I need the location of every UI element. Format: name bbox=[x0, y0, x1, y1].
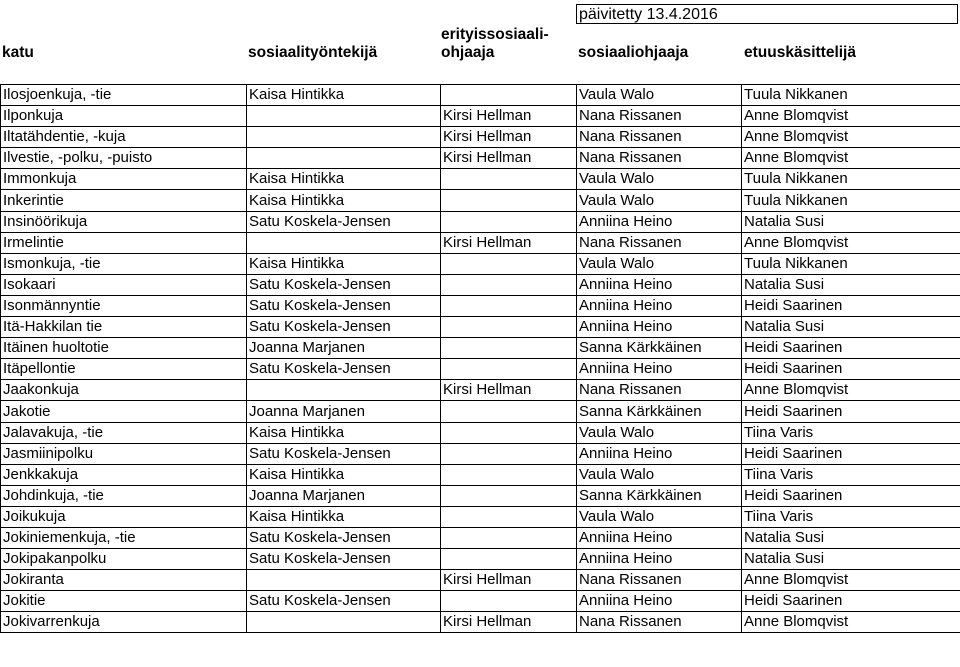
street-cell[interactable]: Jokiranta bbox=[1, 570, 247, 591]
social-worker-cell[interactable] bbox=[247, 106, 441, 127]
benefits-cell[interactable]: Anne Blomqvist bbox=[742, 612, 960, 633]
street-cell[interactable]: Iltatähdentie, -kuja bbox=[1, 127, 247, 148]
social-worker-cell[interactable]: Satu Koskela-Jensen bbox=[247, 359, 441, 380]
social-worker-cell[interactable]: Satu Koskela-Jensen bbox=[247, 549, 441, 570]
benefits-cell[interactable]: Tiina Varis bbox=[742, 506, 960, 527]
special-counselor-cell[interactable] bbox=[441, 190, 577, 211]
special-counselor-cell[interactable] bbox=[441, 422, 577, 443]
street-cell[interactable]: Itäpellontie bbox=[1, 359, 247, 380]
special-counselor-cell[interactable] bbox=[441, 317, 577, 338]
special-counselor-cell[interactable] bbox=[441, 527, 577, 548]
street-cell[interactable]: Jaakonkuja bbox=[1, 380, 247, 401]
special-counselor-cell[interactable] bbox=[441, 211, 577, 232]
social-worker-cell[interactable] bbox=[247, 148, 441, 169]
benefits-cell[interactable]: Anne Blomqvist bbox=[742, 570, 960, 591]
header-social-worker: sosiaalityöntekijä bbox=[248, 44, 378, 61]
benefits-cell[interactable]: Natalia Susi bbox=[742, 211, 960, 232]
special-counselor-cell[interactable]: Kirsi Hellman bbox=[441, 127, 577, 148]
table-row bbox=[1, 106, 960, 127]
benefits-cell[interactable]: Anne Blomqvist bbox=[742, 127, 960, 148]
social-counselor-cell[interactable]: Nana Rissanen bbox=[577, 232, 742, 253]
table-row bbox=[1, 253, 960, 274]
social-counselor-cell[interactable]: Nana Rissanen bbox=[577, 570, 742, 591]
special-counselor-cell[interactable]: Kirsi Hellman bbox=[441, 570, 577, 591]
benefits-cell[interactable]: Heidi Saarinen bbox=[742, 485, 960, 506]
street-cell[interactable]: Irmelintie bbox=[1, 232, 247, 253]
social-worker-cell[interactable]: Satu Koskela-Jensen bbox=[247, 443, 441, 464]
special-counselor-cell[interactable] bbox=[441, 485, 577, 506]
social-worker-cell[interactable]: Kaisa Hintikka bbox=[247, 169, 441, 190]
social-worker-cell[interactable]: Kaisa Hintikka bbox=[247, 253, 441, 274]
street-cell[interactable]: Jokiniemenkuja, -tie bbox=[1, 527, 247, 548]
special-counselor-cell[interactable] bbox=[441, 591, 577, 612]
social-worker-cell[interactable]: Kaisa Hintikka bbox=[247, 464, 441, 485]
social-counselor-cell[interactable]: Anniina Heino bbox=[577, 274, 742, 295]
street-cell[interactable]: Johdinkuja, -tie bbox=[1, 485, 247, 506]
benefits-cell[interactable]: Natalia Susi bbox=[742, 274, 960, 295]
social-worker-cell[interactable] bbox=[247, 380, 441, 401]
special-counselor-cell[interactable] bbox=[441, 85, 577, 106]
street-cell[interactable]: Joikukuja bbox=[1, 506, 247, 527]
social-worker-cell[interactable]: Satu Koskela-Jensen bbox=[247, 211, 441, 232]
social-worker-cell[interactable]: Satu Koskela-Jensen bbox=[247, 317, 441, 338]
social-worker-cell[interactable]: Satu Koskela-Jensen bbox=[247, 591, 441, 612]
street-cell[interactable]: Isonmännyntie bbox=[1, 295, 247, 316]
table-row bbox=[1, 485, 960, 506]
social-worker-cell[interactable]: Kaisa Hintikka bbox=[247, 190, 441, 211]
social-counselor-cell[interactable]: Vaula Walo bbox=[577, 422, 742, 443]
social-counselor-cell[interactable]: Anniina Heino bbox=[577, 211, 742, 232]
social-counselor-cell[interactable]: Anniina Heino bbox=[577, 549, 742, 570]
table-row bbox=[1, 443, 960, 464]
social-worker-cell[interactable]: Joanna Marjanen bbox=[247, 338, 441, 359]
social-worker-cell[interactable] bbox=[247, 570, 441, 591]
benefits-cell[interactable]: Tuula Nikkanen bbox=[742, 253, 960, 274]
header-benefits: etuuskäsittelijä bbox=[744, 44, 856, 61]
special-counselor-cell[interactable] bbox=[441, 464, 577, 485]
social-counselor-cell[interactable]: Nana Rissanen bbox=[577, 380, 742, 401]
benefits-cell[interactable]: Heidi Saarinen bbox=[742, 591, 960, 612]
social-counselor-cell[interactable]: Vaula Walo bbox=[577, 190, 742, 211]
social-worker-cell[interactable]: Kaisa Hintikka bbox=[247, 506, 441, 527]
social-counselor-cell[interactable]: Anniina Heino bbox=[577, 317, 742, 338]
social-counselor-cell[interactable]: Nana Rissanen bbox=[577, 148, 742, 169]
street-cell[interactable]: Jokivarrenkuja bbox=[1, 612, 247, 633]
special-counselor-cell[interactable]: Kirsi Hellman bbox=[441, 380, 577, 401]
table-row bbox=[1, 422, 960, 443]
special-counselor-cell[interactable]: Kirsi Hellman bbox=[441, 232, 577, 253]
social-counselor-cell[interactable]: Sanna Kärkkäinen bbox=[577, 485, 742, 506]
street-cell[interactable]: Jakotie bbox=[1, 401, 247, 422]
assignment-table bbox=[0, 84, 960, 633]
social-counselor-cell[interactable]: Vaula Walo bbox=[577, 464, 742, 485]
table-row bbox=[1, 612, 960, 633]
street-cell[interactable]: Inkerintie bbox=[1, 190, 247, 211]
special-counselor-cell[interactable] bbox=[441, 359, 577, 380]
social-counselor-cell[interactable]: Anniina Heino bbox=[577, 591, 742, 612]
special-counselor-cell[interactable]: Kirsi Hellman bbox=[441, 106, 577, 127]
special-counselor-cell[interactable] bbox=[441, 295, 577, 316]
table-row bbox=[1, 148, 960, 169]
benefits-cell[interactable]: Tuula Nikkanen bbox=[742, 190, 960, 211]
social-counselor-cell[interactable]: Anniina Heino bbox=[577, 295, 742, 316]
street-cell[interactable]: Ilponkuja bbox=[1, 106, 247, 127]
benefits-cell[interactable]: Natalia Susi bbox=[742, 317, 960, 338]
social-counselor-cell[interactable]: Vaula Walo bbox=[577, 506, 742, 527]
social-counselor-cell[interactable]: Nana Rissanen bbox=[577, 106, 742, 127]
social-worker-cell[interactable]: Joanna Marjanen bbox=[247, 485, 441, 506]
social-worker-cell[interactable] bbox=[247, 612, 441, 633]
street-cell[interactable]: Ilosjoenkuja, -tie bbox=[1, 85, 247, 106]
social-worker-cell[interactable]: Satu Koskela-Jensen bbox=[247, 527, 441, 548]
social-worker-cell[interactable]: Kaisa Hintikka bbox=[247, 422, 441, 443]
special-counselor-cell[interactable]: Kirsi Hellman bbox=[441, 612, 577, 633]
social-worker-cell[interactable] bbox=[247, 127, 441, 148]
updated-date-cell[interactable]: päivitetty 13.4.2016 bbox=[576, 4, 958, 24]
benefits-cell[interactable]: Heidi Saarinen bbox=[742, 443, 960, 464]
special-counselor-cell[interactable] bbox=[441, 338, 577, 359]
table-row bbox=[1, 338, 960, 359]
table-row bbox=[1, 380, 960, 401]
special-counselor-cell[interactable] bbox=[441, 274, 577, 295]
street-cell[interactable]: Jokitie bbox=[1, 591, 247, 612]
social-counselor-cell[interactable]: Anniina Heino bbox=[577, 443, 742, 464]
street-cell[interactable]: Jasmiinipolku bbox=[1, 443, 247, 464]
social-counselor-cell[interactable]: Nana Rissanen bbox=[577, 612, 742, 633]
table-row bbox=[1, 232, 960, 253]
benefits-cell[interactable]: Heidi Saarinen bbox=[742, 295, 960, 316]
social-counselor-cell[interactable]: Sanna Kärkkäinen bbox=[577, 401, 742, 422]
social-worker-cell[interactable]: Satu Koskela-Jensen bbox=[247, 295, 441, 316]
special-counselor-cell[interactable] bbox=[441, 549, 577, 570]
benefits-cell[interactable]: Natalia Susi bbox=[742, 549, 960, 570]
special-counselor-cell[interactable] bbox=[441, 401, 577, 422]
special-counselor-cell[interactable] bbox=[441, 169, 577, 190]
table-body bbox=[1, 85, 960, 633]
table-row bbox=[1, 127, 960, 148]
table-row bbox=[1, 211, 960, 232]
header-street: katu bbox=[2, 44, 34, 61]
header-special-counselor-line2: ohjaaja bbox=[441, 44, 495, 61]
social-worker-cell[interactable]: Kaisa Hintikka bbox=[247, 85, 441, 106]
street-cell[interactable]: Immonkuja bbox=[1, 169, 247, 190]
special-counselor-cell[interactable] bbox=[441, 443, 577, 464]
benefits-cell[interactable]: Heidi Saarinen bbox=[742, 338, 960, 359]
street-cell[interactable]: Jenkkakuja bbox=[1, 464, 247, 485]
street-cell[interactable]: Ismonkuja, -tie bbox=[1, 253, 247, 274]
social-counselor-cell[interactable]: Vaula Walo bbox=[577, 85, 742, 106]
street-cell[interactable]: Ilvestie, -polku, -puisto bbox=[1, 148, 247, 169]
special-counselor-cell[interactable]: Kirsi Hellman bbox=[441, 148, 577, 169]
benefits-cell[interactable]: Tuula Nikkanen bbox=[742, 169, 960, 190]
header-special-counselor-line1: erityissosiaali- bbox=[441, 26, 549, 43]
social-worker-cell[interactable] bbox=[247, 232, 441, 253]
special-counselor-cell[interactable] bbox=[441, 253, 577, 274]
benefits-cell[interactable]: Anne Blomqvist bbox=[742, 380, 960, 401]
street-cell[interactable]: Itä-Hakkilan tie bbox=[1, 317, 247, 338]
street-cell[interactable]: Jalavakuja, -tie bbox=[1, 422, 247, 443]
social-counselor-cell[interactable]: Vaula Walo bbox=[577, 253, 742, 274]
table-row bbox=[1, 506, 960, 527]
benefits-cell[interactable]: Anne Blomqvist bbox=[742, 148, 960, 169]
header-social-counselor: sosiaaliohjaaja bbox=[578, 44, 689, 61]
table-row bbox=[1, 274, 960, 295]
header-area bbox=[0, 0, 960, 85]
social-worker-cell[interactable]: Satu Koskela-Jensen bbox=[247, 274, 441, 295]
benefits-cell[interactable]: Tiina Varis bbox=[742, 422, 960, 443]
table-row bbox=[1, 549, 960, 570]
benefits-cell[interactable]: Anne Blomqvist bbox=[742, 106, 960, 127]
table-row bbox=[1, 464, 960, 485]
street-cell[interactable]: Isokaari bbox=[1, 274, 247, 295]
street-cell[interactable]: Insinöörikuja bbox=[1, 211, 247, 232]
benefits-cell[interactable]: Heidi Saarinen bbox=[742, 401, 960, 422]
table-row bbox=[1, 169, 960, 190]
social-worker-cell[interactable]: Joanna Marjanen bbox=[247, 401, 441, 422]
street-cell[interactable]: Jokipakanpolku bbox=[1, 549, 247, 570]
social-counselor-cell[interactable]: Nana Rissanen bbox=[577, 127, 742, 148]
table-row bbox=[1, 190, 960, 211]
special-counselor-cell[interactable] bbox=[441, 506, 577, 527]
social-counselor-cell[interactable]: Anniina Heino bbox=[577, 359, 742, 380]
table-row bbox=[1, 527, 960, 548]
benefits-cell[interactable]: Heidi Saarinen bbox=[742, 359, 960, 380]
social-counselor-cell[interactable]: Vaula Walo bbox=[577, 169, 742, 190]
table-row bbox=[1, 295, 960, 316]
table-row bbox=[1, 570, 960, 591]
table-row bbox=[1, 401, 960, 422]
table-row bbox=[1, 317, 960, 338]
social-counselor-cell[interactable]: Sanna Kärkkäinen bbox=[577, 338, 742, 359]
table-row bbox=[1, 359, 960, 380]
benefits-cell[interactable]: Tuula Nikkanen bbox=[742, 85, 960, 106]
benefits-cell[interactable]: Tiina Varis bbox=[742, 464, 960, 485]
benefits-cell[interactable]: Natalia Susi bbox=[742, 527, 960, 548]
table-row bbox=[1, 85, 960, 106]
benefits-cell[interactable]: Anne Blomqvist bbox=[742, 232, 960, 253]
street-cell[interactable]: Itäinen huoltotie bbox=[1, 338, 247, 359]
social-counselor-cell[interactable]: Anniina Heino bbox=[577, 527, 742, 548]
table-row bbox=[1, 591, 960, 612]
